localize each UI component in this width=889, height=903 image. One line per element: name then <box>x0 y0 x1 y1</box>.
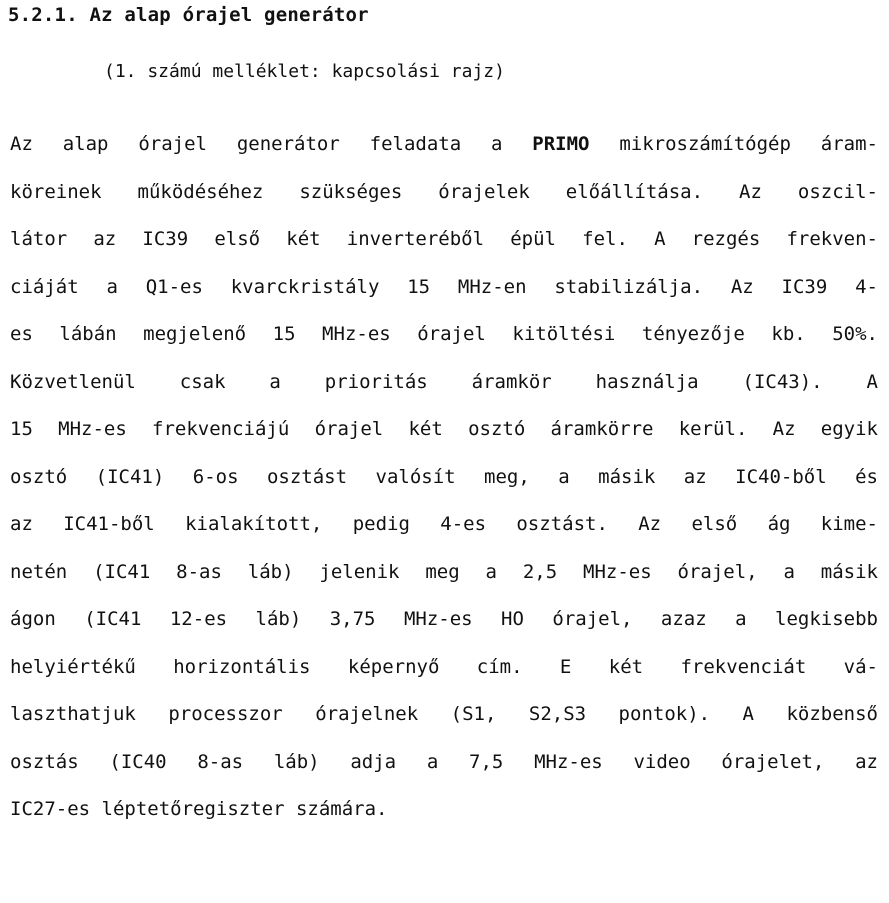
paragraph-line: ciáját a Q1-es kvarckristály 15 MHz-en stabilizálja. Az IC39 4- <box>10 275 878 298</box>
paragraph-line: 15 MHz-es frekvenciájú órajel két osztó áramkörre kerül. Az egyik <box>10 418 878 440</box>
paragraph-line: osztó (IC41) 6-os osztást valósít meg, a másik az IC40-ből és <box>10 465 878 488</box>
section-heading: 5.2.1. Az alap órajel generátor <box>8 4 369 26</box>
paragraph-line: látor az IC39 első két inverteréből épül fel. A rezgés frekven- <box>10 228 878 250</box>
paragraph-line <box>10 133 878 155</box>
paragraph-line: köreinek működéséhez szükséges órajelek előállítása. Az oszcil- <box>10 180 878 203</box>
brand-name: PRIMO <box>532 133 590 155</box>
paragraph-line: Közvetlenül csak a prioritás áramkör használja (IC43). A <box>10 370 878 393</box>
paragraph-line: IC27-es léptetőregiszter számára. <box>10 798 388 820</box>
paragraph-line: laszthatjuk processzor órajelnek (S1, S2,S3 pontok). A közbenső <box>10 703 878 725</box>
paragraph-line: osztás (IC40 8-as láb) adja a 7,5 MHz-es video órajelet, az <box>10 750 878 773</box>
text-fragment: Az alap órajel generátor feladata a <box>10 133 533 155</box>
paragraph-line: es lábán megjelenő 15 MHz-es órajel kitöltési tényezője kb. 50%. <box>10 323 878 345</box>
paragraph-line: helyiértékű horizontális képernyő cím. E két frekvenciát vá- <box>10 655 878 678</box>
section-subheading: (1. számú melléklet: kapcsolási rajz) <box>104 61 505 82</box>
paragraph-line: ágon (IC41 12-es láb) 3,75 MHz-es HO órajel, azaz a legkisebb <box>10 608 878 630</box>
paragraph-line: az IC41-ből kialakított, pedig 4-es osztást. Az első ág kime- <box>10 513 878 535</box>
text-fragment: mikroszámítógép áram- <box>589 133 878 155</box>
paragraph-line: netén (IC41 8-as láb) jelenik meg a 2,5 MHz-es órajel, a másik <box>10 560 878 583</box>
